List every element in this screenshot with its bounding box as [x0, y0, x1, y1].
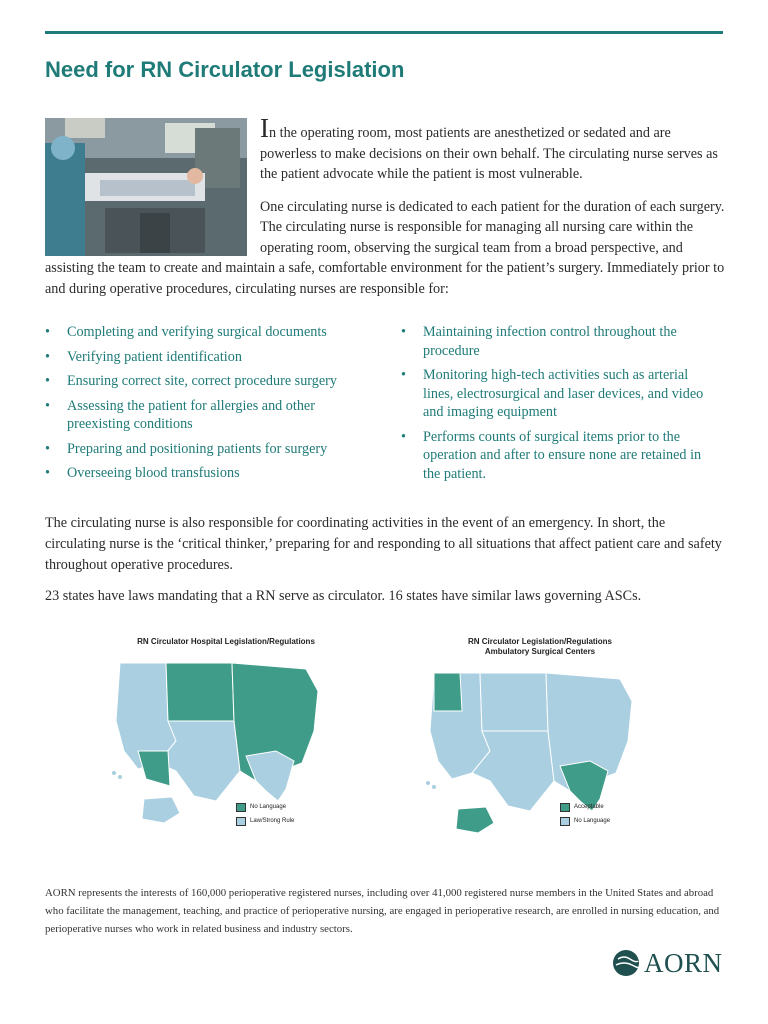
legend-label: No Language — [250, 804, 287, 810]
state-shape-alaska — [142, 797, 180, 823]
globe-icon — [612, 949, 640, 977]
legend-item — [560, 816, 610, 826]
bullet-text: Assessing the patient for allergies and other preexisting conditions — [67, 397, 315, 432]
intro-paragraph-2: One circulating nurse is dedicated to each patient for the duration of each surgery. The circulating nurse is responsible for managing all nursing care within the operating room, observing the surgical team from a broad perspective, and assisting the team to create and maintain a safe, comfortable environment for the patient’s surgery. Immediately prior to and during operative procedures, circulating nurses are responsible for: — [45, 198, 725, 297]
legend-label: Law/Strong Rule — [250, 818, 295, 824]
bullet-dot: • — [45, 373, 50, 389]
bullet-text: Verifying patient identification — [67, 348, 242, 365]
map-title-line-1: RN Circulator Legislation/Regulations — [467, 637, 612, 646]
bullet-text: Overseeing blood transfusions — [67, 465, 240, 481]
map-legend — [560, 802, 610, 830]
bullet-dot: • — [45, 465, 50, 481]
bullet-dot: • — [45, 397, 50, 414]
asc-legislation-map — [420, 637, 660, 847]
bullet-text: Completing and verifying surgical documents — [67, 324, 327, 340]
bullet-list-right — [401, 323, 721, 489]
bullet-item — [401, 323, 721, 360]
bullet-dot: • — [45, 348, 50, 365]
bullet-dot: • — [45, 440, 50, 457]
bullet-text: Preparing and positioning patients for surgery — [67, 440, 328, 457]
legend-item — [236, 802, 294, 812]
state-shape-northern-plains — [480, 673, 548, 731]
bullet-item — [45, 440, 345, 459]
map-legend — [236, 802, 294, 830]
photo-spacer — [45, 118, 260, 256]
bullet-text: Maintaining infection control throughout the procedure — [423, 324, 677, 359]
map-title — [420, 637, 660, 657]
drop-cap: I — [260, 113, 269, 143]
hospital-legislation-map — [106, 637, 346, 847]
state-shape-northern-plains — [166, 663, 234, 721]
legend-label: Acceptable — [574, 804, 604, 810]
state-shape-northwest — [434, 673, 462, 711]
bullet-item — [45, 464, 345, 483]
legend-label: No Language — [574, 818, 611, 824]
legend-swatch — [560, 817, 570, 826]
bullet-list-left — [45, 323, 345, 489]
footer-text: AORN represents the interests of 160,000 perioperative registered nurses, including over 41,000 registered nurse members in the United States and abroad who facilitate the management, teaching, and practice of perioperative nursing, are engaged in perioperative research, are enrolled in nursing education, and perioperative nurses who work in related business and industry sectors. — [45, 886, 720, 935]
us-map — [420, 661, 660, 856]
bullet-dot: • — [45, 324, 50, 340]
paragraph-state-laws: 23 states have laws mandating that a RN serve as circulator. 16 states have similar laws governing ASCs. — [45, 588, 642, 604]
body-text — [45, 513, 725, 617]
intro-paragraph-1-text: n the operating room, most patients are anesthetized or sedated and are powerless to make decisions on their own behalf. The circulating nurse serves as the patient advocate while the patient is most vulnerable. — [260, 125, 718, 182]
us-map — [106, 651, 346, 846]
bullet-item — [45, 323, 345, 342]
bullet-item — [401, 428, 721, 484]
logo-text: AORN — [644, 947, 723, 978]
bullet-item — [401, 366, 721, 422]
intro-text — [45, 113, 725, 311]
bullet-item — [45, 372, 345, 391]
map-title: RN Circulator Hospital Legislation/Regulations — [137, 637, 315, 646]
bullet-text: Ensuring correct site, correct procedure surgery — [67, 373, 337, 389]
page-title: Need for RN Circulator Legislation — [45, 57, 405, 82]
state-shape-southwest — [138, 751, 170, 786]
bullet-text: Performs counts of surgical items prior to the operation and after to ensure none are retained in the patient. — [423, 428, 702, 482]
top-rule — [45, 31, 723, 34]
legend-item — [236, 816, 294, 826]
legend-swatch — [560, 803, 570, 812]
legend-swatch — [236, 817, 246, 826]
bullet-dot: • — [401, 428, 406, 445]
legend-item — [560, 802, 610, 812]
bullet-text: Monitoring high-tech activities such as arterial lines, electrosurgical and laser devices, and video and imaging equipment — [423, 367, 704, 420]
paragraph-critical-thinker: The circulating nurse is also responsible for coordinating activities in the event of an emergency. In short, the circulating nurse is the ‘critical thinker,’ preparing for and responding to all situations that affect patient care and safety throughout operative procedures. — [45, 515, 722, 573]
state-shape-alaska — [456, 807, 494, 833]
bullet-item — [45, 348, 345, 367]
map-title-line-2: Ambulatory Surgical Centers — [484, 647, 596, 656]
bullet-dot: • — [401, 324, 406, 340]
legend-swatch — [236, 803, 246, 812]
bullet-dot: • — [401, 367, 406, 383]
bullet-item — [45, 397, 345, 434]
aorn-logo — [612, 945, 727, 981]
